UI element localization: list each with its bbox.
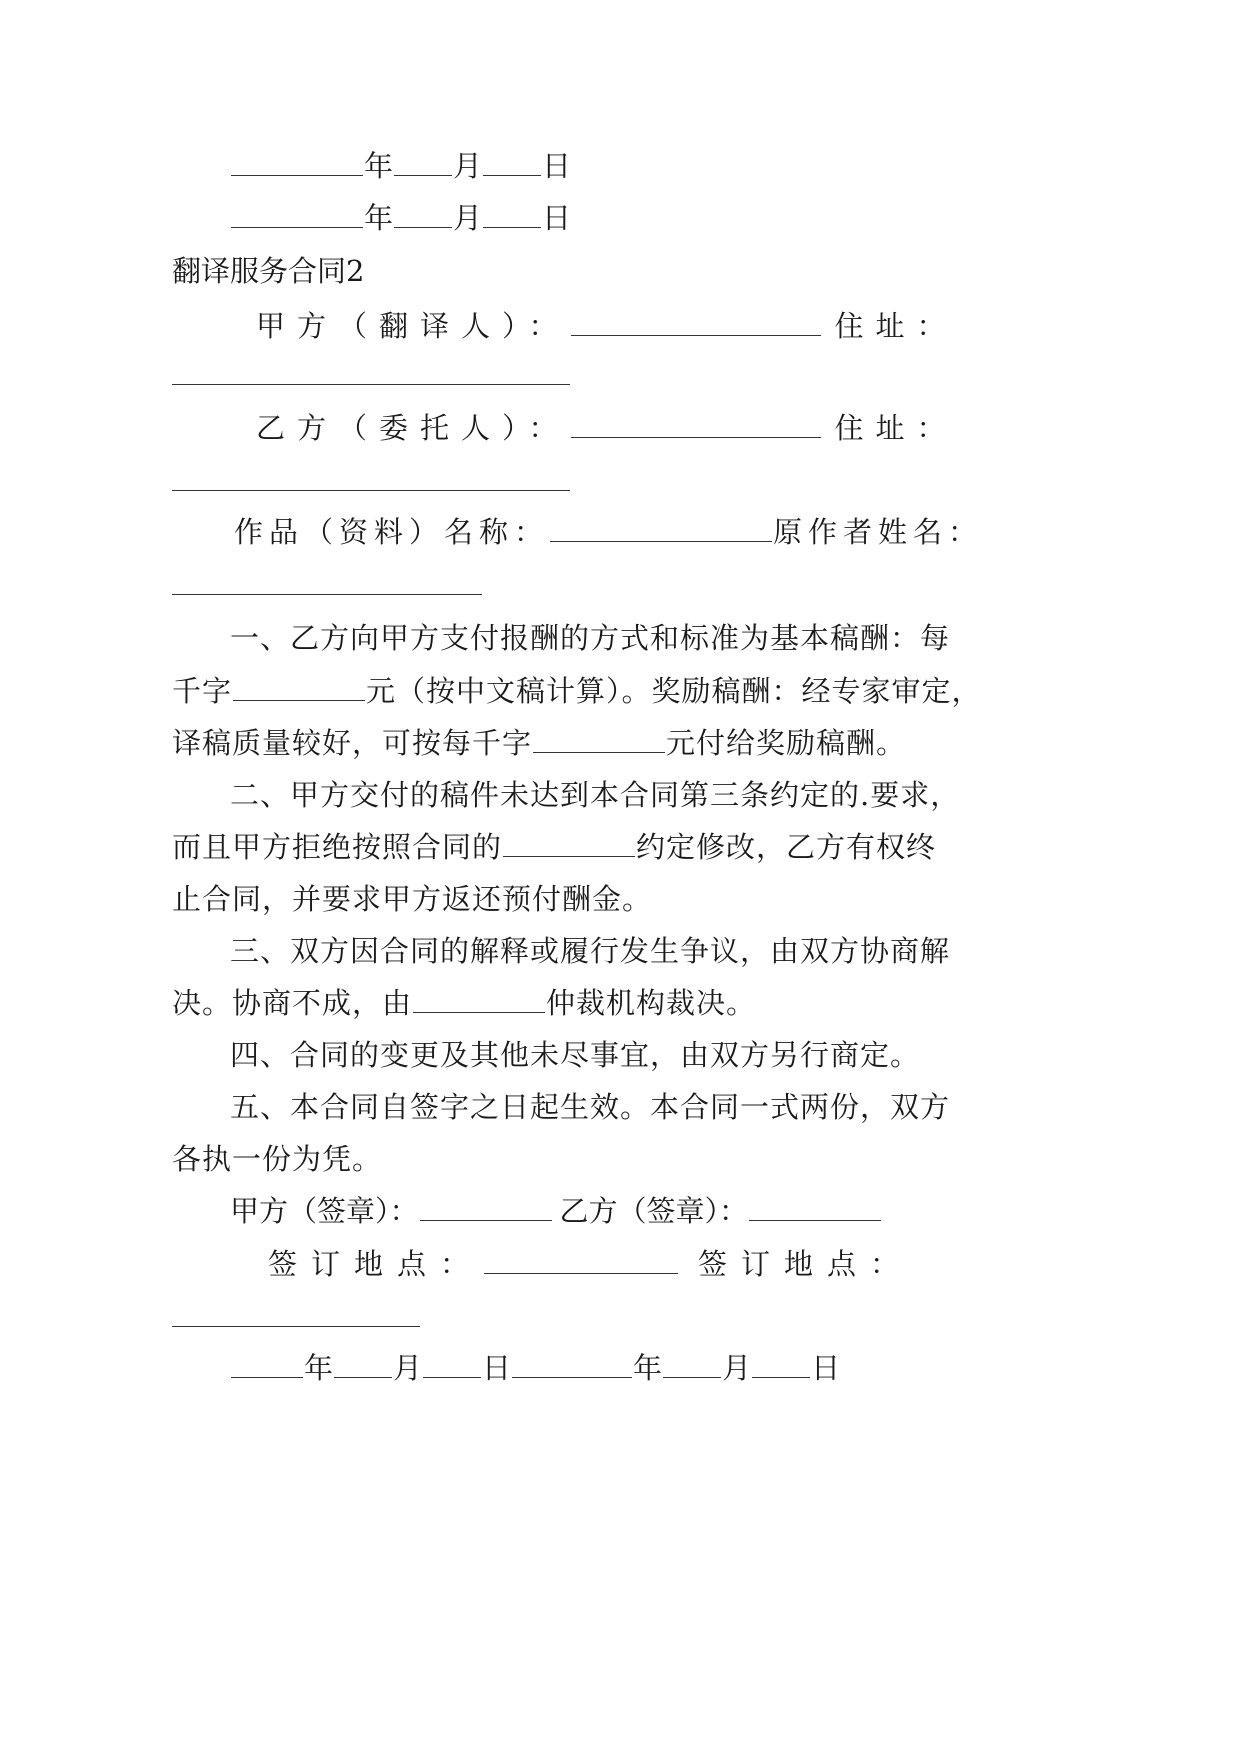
clause-3-line-2: 决。协商不成，由 仲裁机构裁决。 [172, 986, 757, 1020]
party-b-address-blank [172, 490, 570, 491]
work-line [234, 515, 984, 549]
signing-place-label-a: 签订地点： [268, 1247, 484, 1281]
signing-date-line: 年 月 日 年 月 日 [230, 1354, 840, 1383]
clause-4: 四、合同的变更及其他未尽事宜，由双方另行商定。 [230, 1038, 921, 1072]
party-a-address-label: 住址： [834, 309, 958, 343]
party-a-line [256, 309, 958, 343]
party-a-signature-label: 甲方（签章）： [230, 1194, 419, 1228]
party-b-label: 乙方（委托人）： [256, 411, 570, 445]
clause-1-line-3: 译稿质量较好，可按每千字 元付给奖励稿酬。 [172, 726, 907, 760]
signature-line [230, 1194, 882, 1228]
clause-2-line-1: 二、甲方交付的稿件未达到本合同第三条约定的.要求， [230, 778, 961, 812]
date-line-2: 年 月 日 [230, 204, 571, 233]
date-line-1: 年 月 日 [230, 152, 571, 181]
signing-place-line [268, 1247, 914, 1281]
party-b-line [256, 411, 958, 445]
clause-3-line-1: 三、双方因合同的解释或履行发生争议，由双方协商解 [230, 934, 951, 968]
clause-1-line-2: 千字 元（按中文稿计算）。奖励稿酬：经专家审定， [172, 674, 982, 708]
clause-2-line-3: 止合同，并要求甲方返还预付酬金。 [172, 882, 653, 916]
party-b-address-label: 住址： [834, 411, 958, 445]
clause-5-line-1: 五、本合同自签字之日起生效。本合同一式两份，双方 [230, 1090, 951, 1124]
signing-place-label-b: 签订地点： [698, 1247, 914, 1281]
author-label: 原作者姓名： [773, 515, 984, 549]
party-a-label: 甲方（翻译人）： [256, 309, 570, 343]
document-title: 翻译服务合同2 [172, 254, 365, 288]
signing-place-blank [172, 1326, 420, 1327]
party-a-address-blank [172, 384, 570, 385]
work-name-label: 作品（资料）名称： [234, 515, 550, 549]
clause-5-line-2: 各执一份为凭。 [172, 1142, 383, 1176]
party-b-signature-label: 乙方（签章）： [559, 1194, 749, 1228]
clause-2-line-2: 而且甲方拒绝按照合同的 约定修改，乙方有权终 [172, 830, 937, 864]
clause-1-line-1: 一、乙方向甲方支付报酬的方式和标准为基本稿酬：每 [230, 621, 951, 655]
author-blank [172, 594, 482, 595]
